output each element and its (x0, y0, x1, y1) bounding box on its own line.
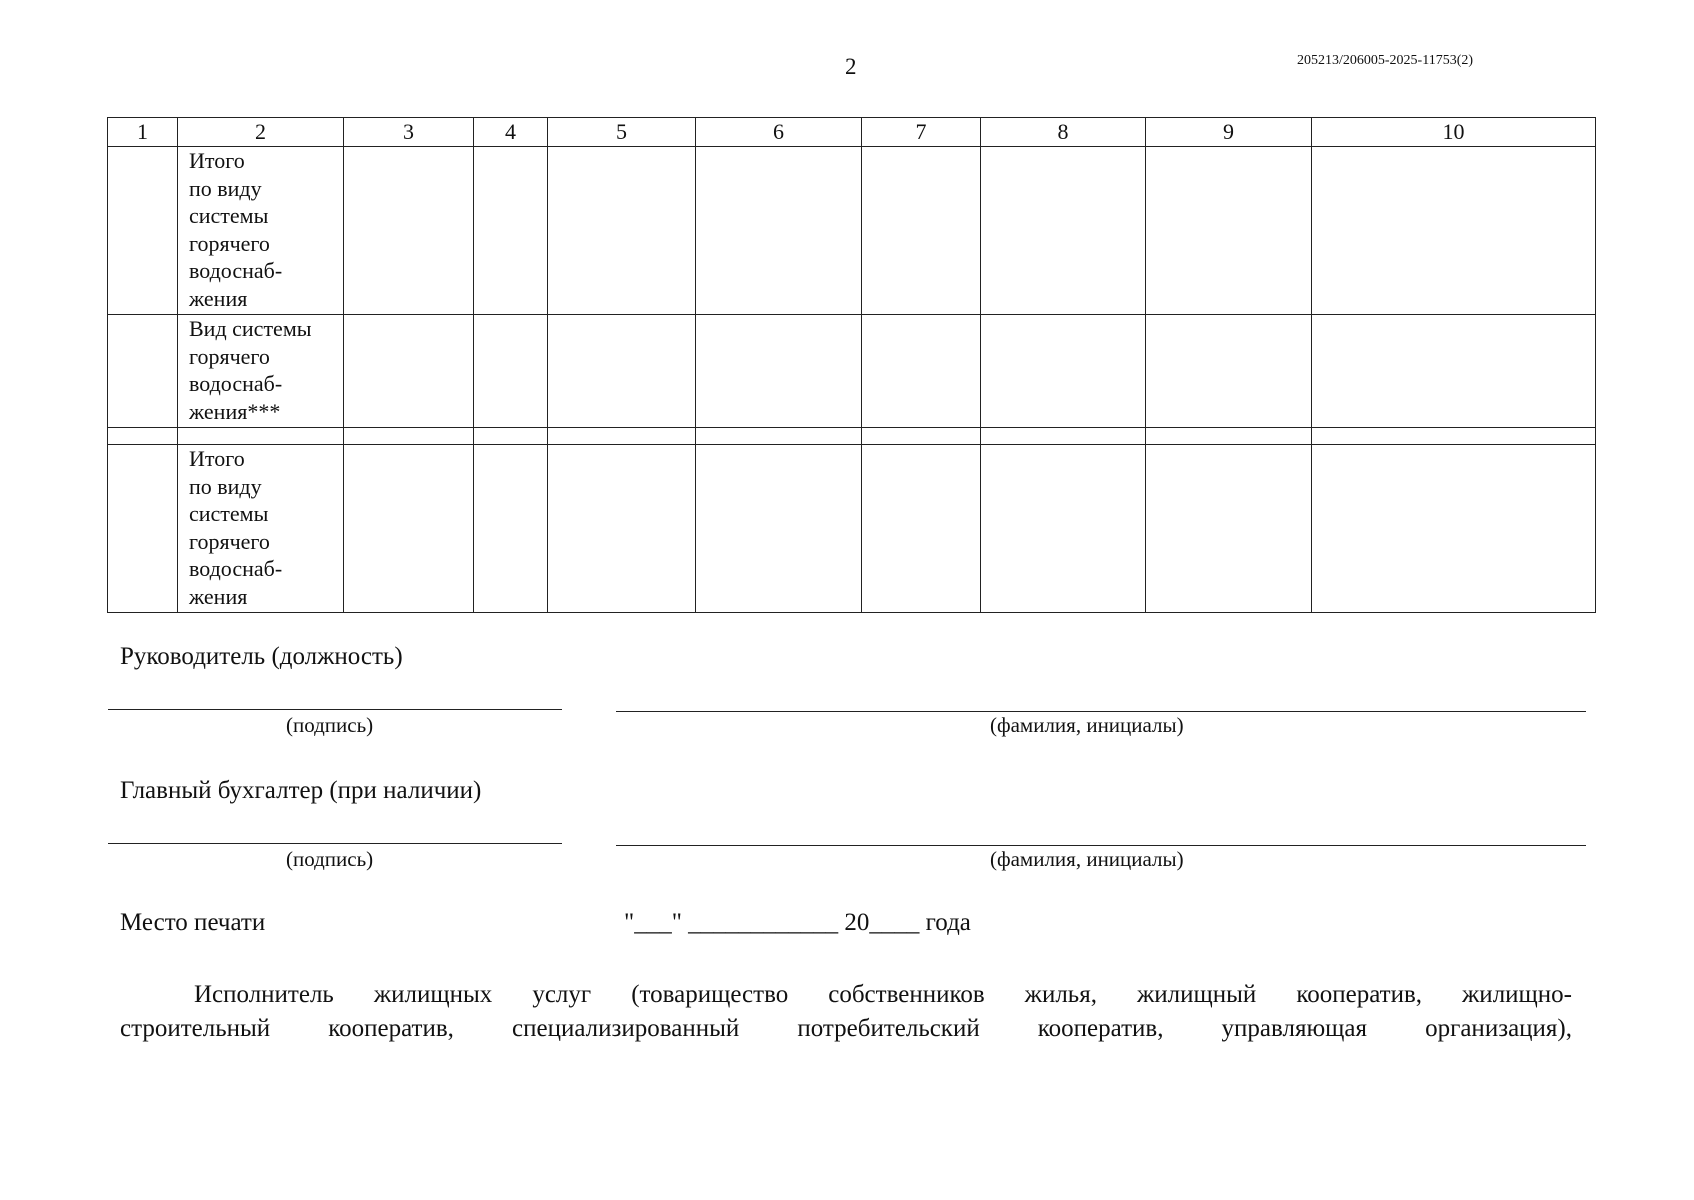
table-cell (548, 445, 696, 613)
column-header: 3 (344, 118, 474, 147)
head-name-line[interactable] (616, 711, 1586, 712)
table-cell (1146, 445, 1312, 613)
page-number: 2 (845, 54, 857, 79)
column-header: 8 (981, 118, 1146, 147)
table-cell (108, 315, 178, 428)
table-cell (981, 147, 1146, 315)
table-cell (696, 428, 862, 445)
column-header: 2 (178, 118, 344, 147)
table-row (108, 147, 1596, 315)
table-cell (548, 147, 696, 315)
table-cell (1312, 147, 1596, 315)
table-cell (696, 147, 862, 315)
table-row (108, 315, 1596, 428)
column-header: 9 (1146, 118, 1312, 147)
table-cell (981, 445, 1146, 613)
table-cell (862, 147, 981, 315)
table-cell (344, 428, 474, 445)
row-label: Вид системы горячего водоснаб- жения*** (178, 315, 344, 428)
table-cell (696, 445, 862, 613)
executor-paragraph (120, 978, 1572, 1046)
table-cell (474, 445, 548, 613)
table-cell (1312, 445, 1596, 613)
accountant-signature-line[interactable] (108, 843, 562, 844)
accountant-name-line[interactable] (616, 845, 1586, 846)
table-cell (981, 428, 1146, 445)
table-row (108, 428, 1596, 445)
accountant-name-caption: (фамилия, инициалы) (990, 847, 1184, 871)
table-cell (108, 428, 178, 445)
table-cell (862, 428, 981, 445)
document-id: 205213/206005-2025-11753(2) (1297, 53, 1474, 68)
table-cell (108, 147, 178, 315)
table-cell (1312, 428, 1596, 445)
table-cell (344, 315, 474, 428)
table-cell (1146, 315, 1312, 428)
table-cell (344, 147, 474, 315)
table-cell (474, 147, 548, 315)
report-table (107, 117, 1596, 613)
column-header: 5 (548, 118, 696, 147)
date-field[interactable]: "___" ____________ 20____ года (624, 909, 971, 936)
table-cell (862, 445, 981, 613)
row-label: Итого по виду системы горячего водоснаб- жения (178, 147, 344, 315)
head-title: Руководитель (должность) (120, 643, 403, 670)
table-cell (981, 315, 1146, 428)
table-cell (696, 315, 862, 428)
table-header-row (108, 118, 1596, 147)
table-cell (1146, 147, 1312, 315)
row-label: Итого по виду системы горячего водоснаб- жения (178, 445, 344, 613)
table-cell (1146, 428, 1312, 445)
head-signature-line[interactable] (108, 709, 562, 710)
head-signature-caption: (подпись) (286, 713, 374, 737)
table-cell (548, 315, 696, 428)
table-cell (474, 315, 548, 428)
table-cell (344, 445, 474, 613)
table-cell (1312, 315, 1596, 428)
column-header: 7 (862, 118, 981, 147)
table-cell (862, 315, 981, 428)
accountant-title: Главный бухгалтер (при наличии) (120, 777, 482, 804)
column-header: 4 (474, 118, 548, 147)
column-header: 1 (108, 118, 178, 147)
column-header: 10 (1312, 118, 1596, 147)
paragraph-line: строительный кооператив, специализированный потребительский кооператив, управляющая организация), (120, 1015, 1572, 1042)
column-header: 6 (696, 118, 862, 147)
table-row (108, 445, 1596, 613)
stamp-label: Место печати (120, 909, 266, 936)
paragraph-line: Исполнитель жилищных услуг (товарищество собственников жилья, жилищный кооператив, жилищно- (194, 981, 1572, 1008)
table-cell (108, 445, 178, 613)
table-cell (178, 428, 344, 445)
table-cell (548, 428, 696, 445)
table-cell (474, 428, 548, 445)
head-name-caption: (фамилия, инициалы) (990, 713, 1184, 737)
accountant-signature-caption: (подпись) (286, 847, 374, 871)
